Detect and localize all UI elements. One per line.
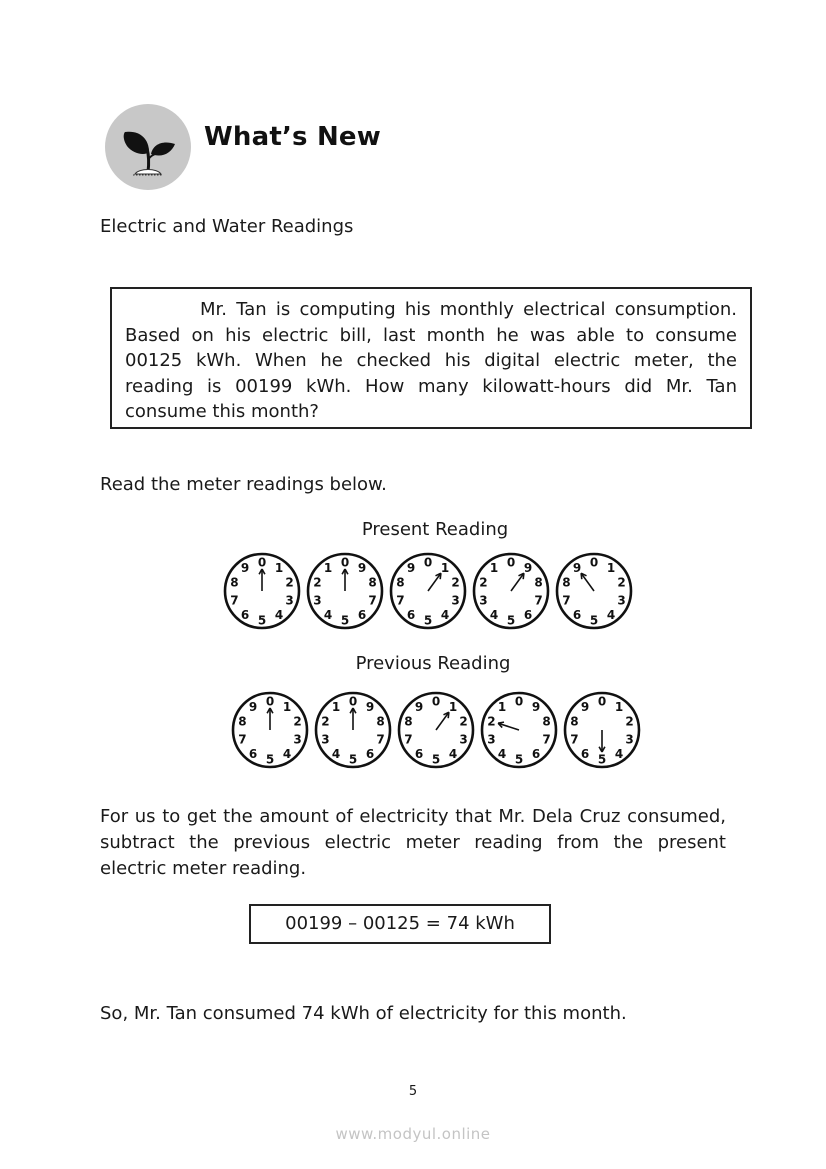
dial-number: 6: [240, 608, 250, 622]
previous-dial-1: [229, 690, 311, 770]
dial-number: 7: [570, 732, 579, 747]
dial-number: 9: [357, 561, 367, 575]
dial-number: 3: [479, 593, 488, 608]
dial-number: 1: [282, 700, 292, 714]
dial-pointer-head: [448, 712, 449, 718]
dial-number: 5: [514, 752, 524, 767]
dial-number: 6: [365, 747, 375, 761]
dial-number: 8: [230, 575, 239, 590]
dial-number: 6: [531, 747, 541, 761]
present-dial-5: [553, 551, 635, 631]
dial-number: 7: [368, 593, 377, 608]
dial-number: 8: [396, 575, 405, 590]
dial-number: 7: [238, 732, 247, 747]
dial-number: 8: [404, 714, 413, 729]
previous-dial-3: [395, 690, 477, 770]
dial-number: 8: [376, 714, 385, 729]
dial-number: 9: [572, 561, 582, 575]
dial-number: 1: [614, 700, 624, 714]
dial-number: 4: [282, 747, 292, 761]
dial-number: 5: [340, 613, 350, 628]
dial-number: 3: [321, 732, 330, 747]
dial-number: 1: [606, 561, 616, 575]
explanation-text: For us to get the amount of electricity that Mr. Dela Cruz consumed, subtract the previous electric meter reading from the present electric meter reading.: [100, 806, 726, 879]
dial-number: 1: [323, 561, 333, 575]
dial-number: 5: [423, 613, 433, 628]
dial-pointer-head: [523, 573, 524, 579]
dial-number: 1: [331, 700, 341, 714]
dial-number: 7: [404, 732, 413, 747]
present-dial-1: [221, 551, 303, 631]
instruction-text: Read the meter readings below.: [100, 474, 387, 495]
dial-number: 6: [572, 608, 582, 622]
dial-number: 4: [274, 608, 284, 622]
plant-sprout-icon: [105, 104, 191, 190]
dial-number: 9: [414, 700, 424, 714]
dial-number: 3: [313, 593, 322, 608]
dial-number: 4: [448, 747, 458, 761]
dial-number: 4: [606, 608, 616, 622]
dial-number: 8: [570, 714, 579, 729]
dial-number: 8: [542, 714, 551, 729]
dial-number: 6: [248, 747, 258, 761]
dial-number: 0: [265, 694, 275, 709]
dial-number: 7: [396, 593, 405, 608]
previous-dial-5: [561, 690, 643, 770]
dial-number: 3: [617, 593, 626, 608]
present-reading-label: Present Reading: [361, 519, 509, 540]
dial-number: 4: [497, 747, 507, 761]
dial-number: 2: [293, 714, 302, 729]
present-dial-2: [304, 551, 386, 631]
present-dial-3: [387, 551, 469, 631]
previous-dial-2: [312, 690, 394, 770]
dial-number: 4: [331, 747, 341, 761]
dial-number: 2: [479, 575, 488, 590]
dial-number: 0: [257, 555, 267, 570]
dial-number: 1: [497, 700, 507, 714]
dial-pointer-head: [440, 573, 441, 579]
dial-number: 0: [597, 694, 607, 709]
problem-text: Mr. Tan is computing his monthly electrical consumption. Based on his electric bill, last month he was able to consume 00125 kWh. When he checked his digital electric meter, the reading is 00199 kWh. How many kilowatt-hours did Mr. Tan consume this month?: [125, 299, 737, 422]
dial-number: 9: [580, 700, 590, 714]
dial-number: 9: [365, 700, 375, 714]
dial-number: 9: [240, 561, 250, 575]
dial-number: 0: [514, 694, 524, 709]
dial-number: 9: [523, 561, 533, 575]
dial-number: 7: [376, 732, 385, 747]
dial-number: 0: [431, 694, 441, 709]
dial-number: 4: [614, 747, 624, 761]
dial-number: 4: [489, 608, 499, 622]
dial-number: 2: [451, 575, 460, 590]
dial-number: 5: [265, 752, 275, 767]
dial-number: 3: [293, 732, 302, 747]
page-number: 5: [408, 1084, 418, 1099]
dial-number: 7: [230, 593, 239, 608]
dial-number: 6: [357, 608, 367, 622]
dial-number: 4: [440, 608, 450, 622]
problem-box: [110, 287, 752, 429]
dial-number: 8: [368, 575, 377, 590]
explanation: [100, 804, 726, 882]
present-meter-dials: [221, 551, 635, 631]
section-subtitle: Electric and Water Readings: [100, 216, 354, 237]
dial-number: 6: [523, 608, 533, 622]
previous-meter-dials: [229, 690, 643, 770]
dial-number: 7: [542, 732, 551, 747]
dial-number: 2: [321, 714, 330, 729]
present-dial-4: [470, 551, 552, 631]
dial-number: 6: [414, 747, 424, 761]
dial-number: 2: [487, 714, 496, 729]
dial-number: 0: [340, 555, 350, 570]
dial-number: 8: [534, 575, 543, 590]
dial-number: 7: [562, 593, 571, 608]
previous-dial-4: [478, 690, 560, 770]
dial-number: 5: [589, 613, 599, 628]
dial-number: 8: [562, 575, 571, 590]
dial-number: 2: [625, 714, 634, 729]
dial-number: 2: [459, 714, 468, 729]
dial-number: 8: [238, 714, 247, 729]
dial-number: 1: [489, 561, 499, 575]
dial-number: 6: [580, 747, 590, 761]
dial-number: 5: [348, 752, 358, 767]
dial-number: 3: [459, 732, 468, 747]
dial-number: 5: [257, 613, 267, 628]
previous-reading-label: Previous Reading: [355, 653, 511, 674]
dial-number: 2: [285, 575, 294, 590]
dial-number: 1: [440, 561, 450, 575]
dial-number: 3: [285, 593, 294, 608]
dial-number: 9: [406, 561, 416, 575]
dial-number: 2: [617, 575, 626, 590]
dial-number: 5: [597, 752, 607, 767]
dial-number: 0: [423, 555, 433, 570]
dial-number: 4: [323, 608, 333, 622]
dial-number: 7: [534, 593, 543, 608]
dial-number: 5: [506, 613, 516, 628]
equation-box: 00199 – 00125 = 74 kWh: [249, 904, 551, 944]
dial-pointer-head: [498, 722, 504, 723]
dial-number: 5: [431, 752, 441, 767]
conclusion-text: So, Mr. Tan consumed 74 kWh of electricity for this month.: [100, 1003, 627, 1024]
dial-number: 6: [406, 608, 416, 622]
watermark: www.modyul.online: [335, 1125, 491, 1143]
dial-number: 1: [448, 700, 458, 714]
dial-number: 3: [451, 593, 460, 608]
dial-number: 3: [487, 732, 496, 747]
dial-number: 9: [248, 700, 258, 714]
dial-number: 0: [506, 555, 516, 570]
dial-number: 3: [625, 732, 634, 747]
dial-number: 9: [531, 700, 541, 714]
dial-number: 1: [274, 561, 284, 575]
dial-number: 0: [589, 555, 599, 570]
section-title: What’s New: [204, 122, 381, 152]
dial-number: 0: [348, 694, 358, 709]
dial-number: 2: [313, 575, 322, 590]
